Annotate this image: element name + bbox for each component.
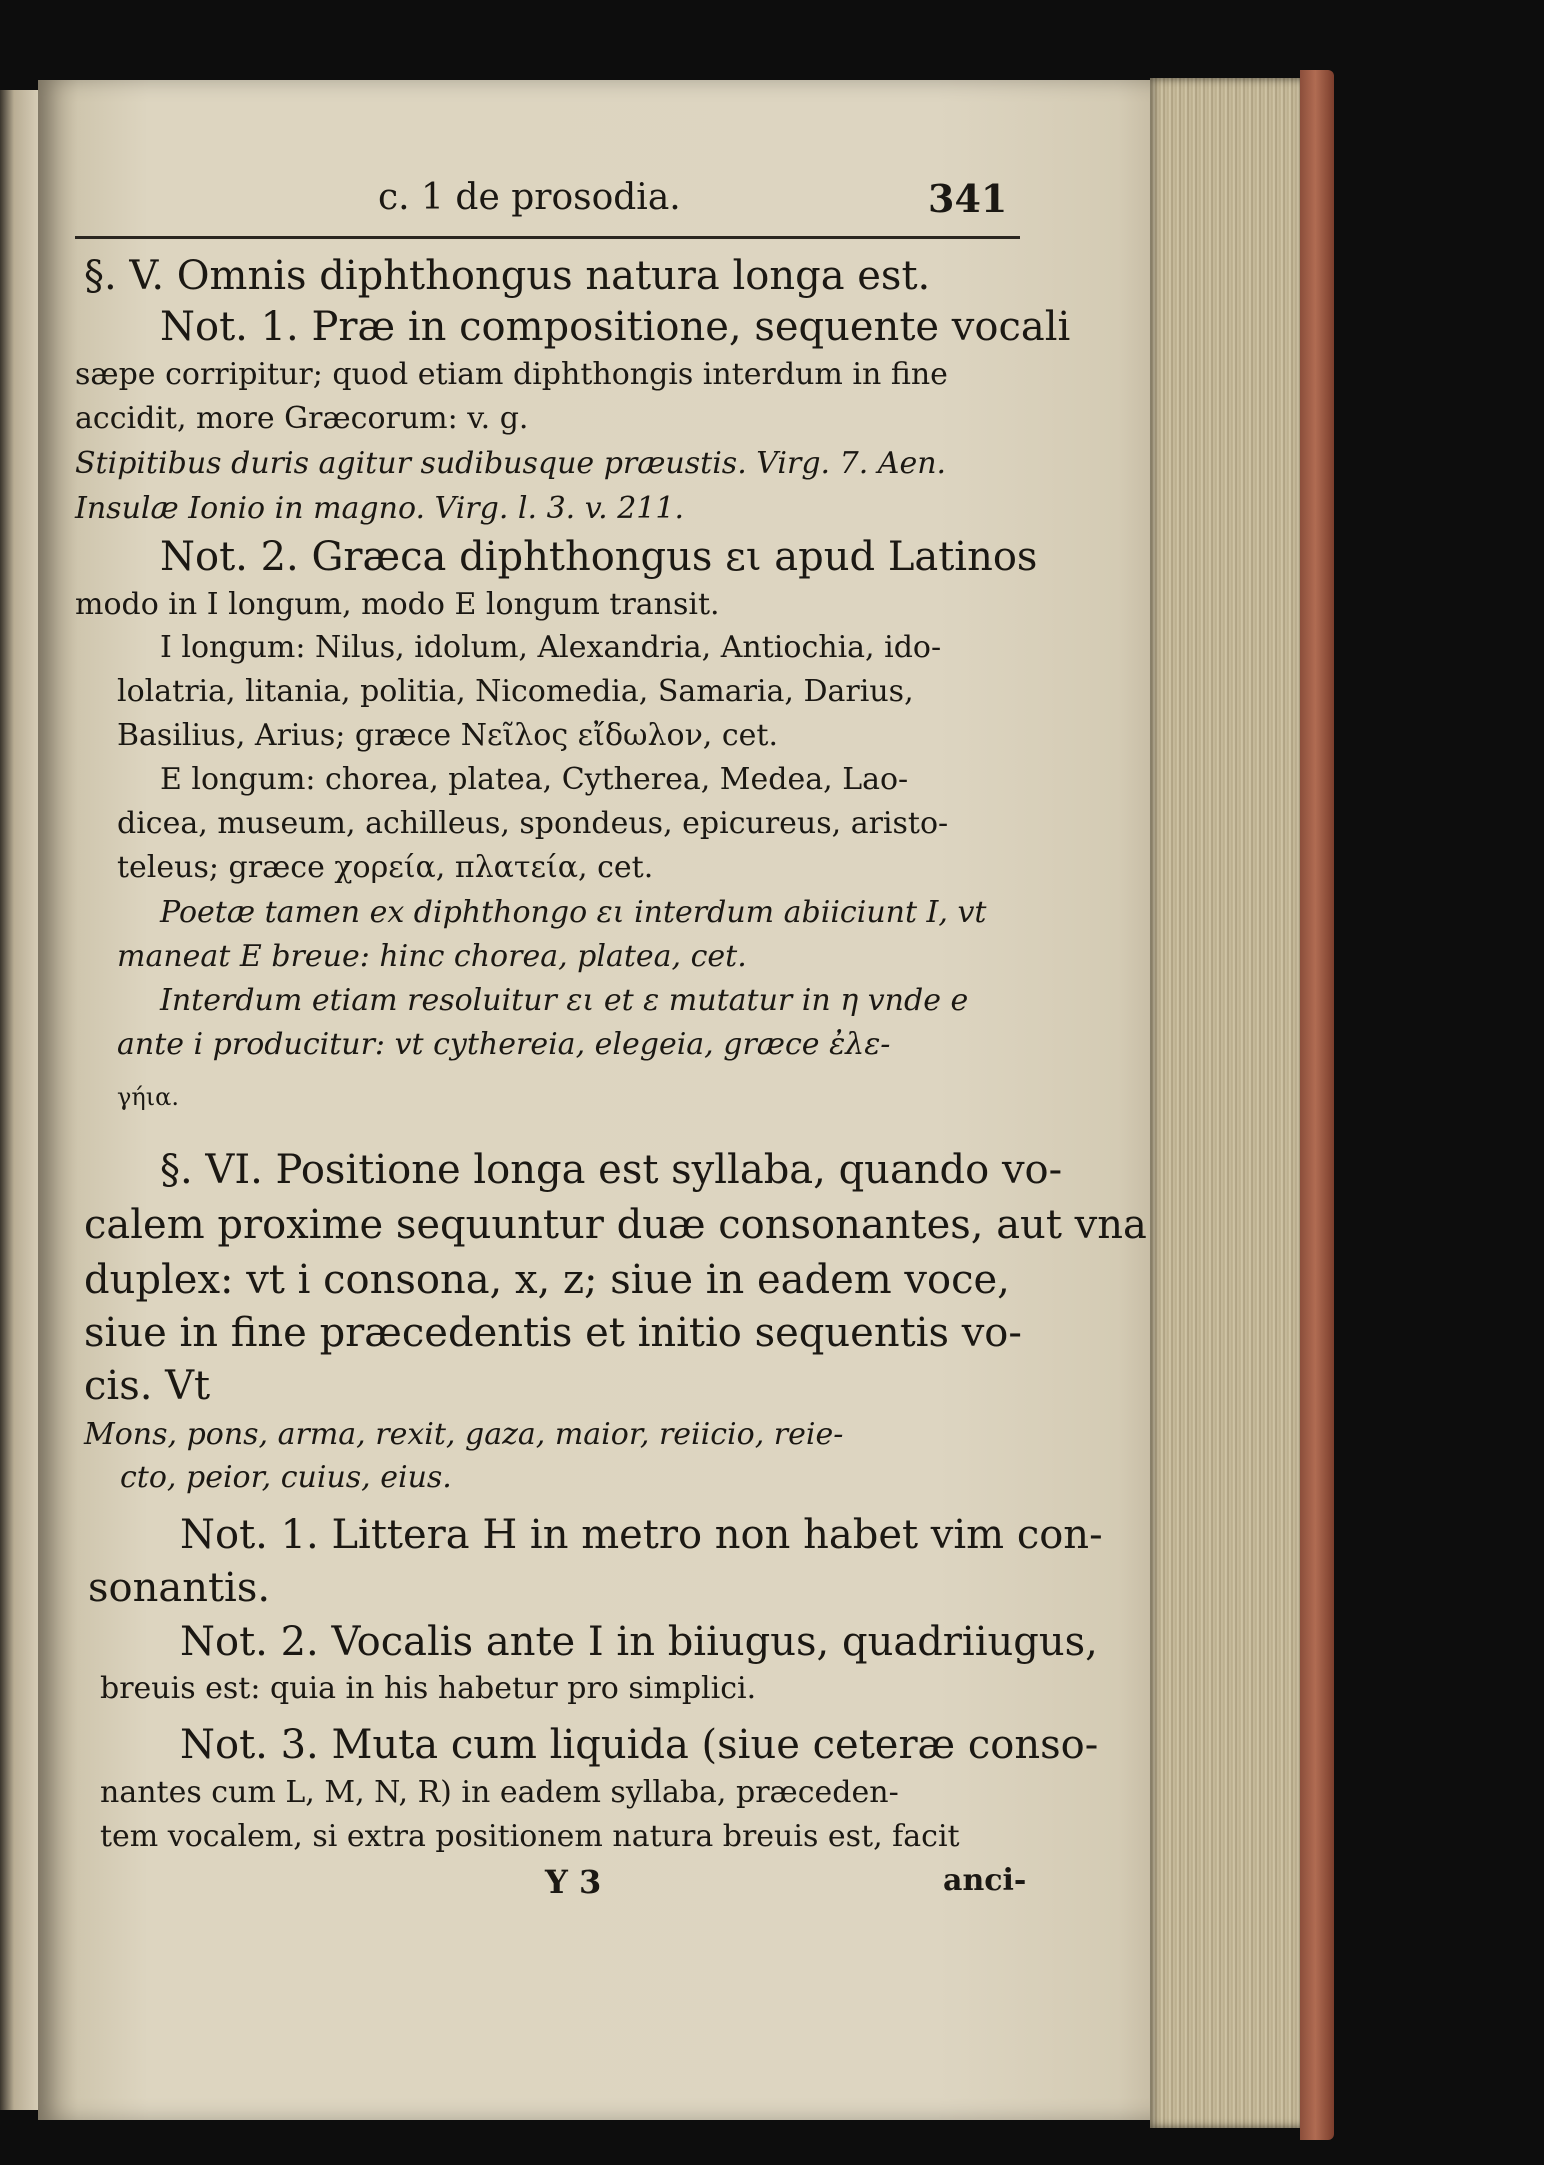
text-line: sonantis. [88,1565,271,1611]
text-line: ante i producitur: vt cythereia, elegeia, græce ἐλε- [117,1027,891,1062]
text-line: Not. 3. Muta cum liquida (siue ceteræ conso- [180,1722,1099,1768]
text-line: dicea, museum, achilleus, spondeus, epicureus, aristo- [117,806,949,841]
text-line: modo in I longum, modo E longum transit. [75,587,720,622]
page-fore-edge [1150,78,1310,2128]
text-line: duplex: vt i consona, x, z; siue in eadem voce, [84,1257,1010,1303]
text-line: cto, peior, cuius, eius. [120,1460,452,1495]
text-line: Not. 2. Græca diphthongus ει apud Latinos [160,534,1038,580]
text-line: nantes cum L, M, N, R) in eadem syllaba, præceden- [100,1775,899,1810]
text-line: Stipitibus duris agitur sudibusque præustis. Virg. 7. Aen. [75,446,947,481]
text-line: siue in fine præcedentis et initio sequentis vo- [84,1310,1022,1356]
left-page-edge [0,90,40,2110]
text-line: teleus; græce χορεία, πλατεία, cet. [117,850,654,885]
header-rule [75,236,1020,239]
text-line: Not. 1. Littera H in metro non habet vim con- [180,1512,1103,1558]
text-line: Not. 1. Præ in compositione, sequente vocali [160,304,1071,350]
text-line: E longum: chorea, platea, Cytherea, Medea, Lao- [160,762,909,797]
running-title: c. 1 de prosodia. [378,177,681,218]
text-line: tem vocalem, si extra positionem natura breuis est, facit [100,1819,960,1854]
text-line: I longum: Nilus, idolum, Alexandria, Antiochia, ido- [160,630,942,665]
signature-mark: Y 3 [545,1863,602,1901]
text-line: Interdum etiam resoluitur ει et ε mutatur in η vnde e [160,983,969,1018]
page-number: 341 [928,176,1008,221]
text-line: maneat E breue: hinc chorea, platea, cet. [117,939,747,974]
text-line: Insulæ Ionio in magno. Virg. l. 3. v. 211. [75,491,684,526]
text-line: breuis est: quia in his habetur pro simplici. [100,1671,757,1706]
text-line: calem proxime sequuntur duæ consonantes, aut vna [84,1202,1147,1248]
text-line: Poetæ tamen ex diphthongo ει interdum abiiciunt I, vt [160,895,987,930]
text-line: §. V. Omnis diphthongus natura longa est. [84,253,931,299]
text-line: accidit, more Græcorum: v. g. [75,401,529,436]
book-cover-edge [1300,70,1334,2140]
text-line: lolatria, litania, politia, Nicomedia, Samaria, Darius, [117,674,914,709]
text-line: Mons, pons, arma, rexit, gaza, maior, reiicio, reie- [84,1417,844,1452]
text-line: Not. 2. Vocalis ante I in biiugus, quadriiugus, [180,1619,1098,1665]
catchword: anci- [943,1863,1027,1898]
text-line: sæpe corripitur; quod etiam diphthongis interdum in fine [75,357,948,392]
text-line: γήια. [117,1083,179,1111]
text-line: cis. Vt [84,1363,211,1409]
text-line: Basilius, Arius; græce Νεῖλος εἴδωλον, cet. [117,718,779,753]
text-line: §. VI. Positione longa est syllaba, quando vo- [160,1147,1063,1193]
